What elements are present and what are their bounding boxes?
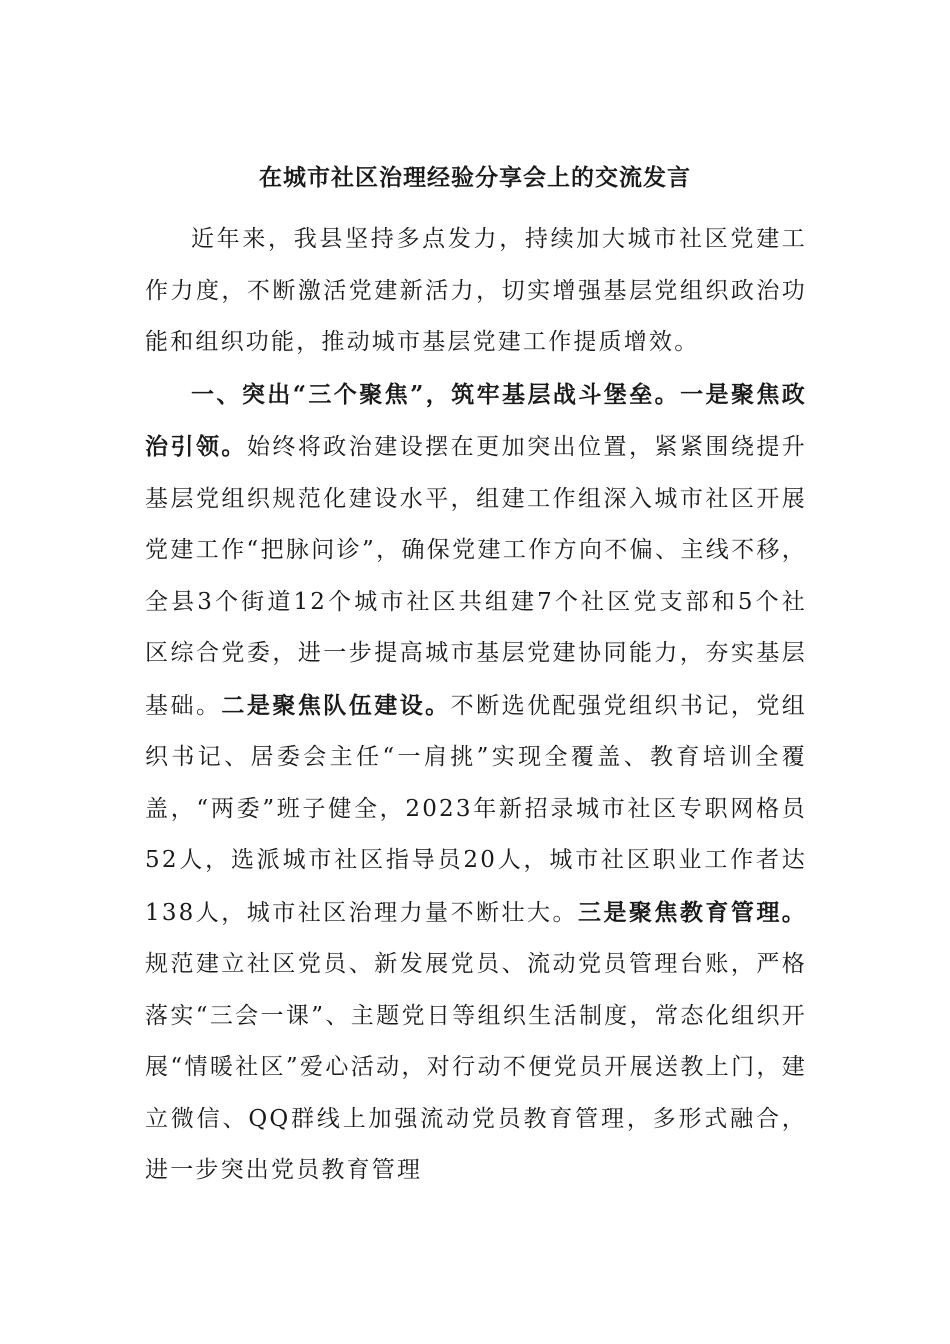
point-2-title: 二是聚焦队伍建设。 <box>221 691 451 719</box>
point-1-title: 一是聚焦政治引领。 <box>145 380 807 460</box>
point-3-text: 规范建立社区党员、新发展党员、流动党员管理台账，严格落实“三会一课”、主题党日等组织生活制度，常态化组织开展“情暖社区”爱心活动，对行动不便党员开展送教上门，建立微信、QQ群线上加强流动党员教育管理，多形式融合，进一步突出党员教育管理 <box>145 951 807 1183</box>
section-1-paragraph <box>145 369 807 1197</box>
point-1-text: 始终将政治建设摆在更加突出位置，紧紧围绕提升基层党组织规范化建设水平，组建工作组深入城市社区开展党建工作“把脉问诊”，确保党建工作方向不偏、主线不移，全县3个街道12个城市社区共组建7个社区党支部和5个社区综合党委，进一步提高城市基层党建协同能力，夯实基层基础。 <box>145 434 807 719</box>
section-1-heading: 一、突出“三个聚焦”，筑牢基层战斗堡垒。 <box>191 380 681 408</box>
point-3-title: 三是聚焦教育管理。 <box>577 898 807 926</box>
document-body <box>145 214 807 1197</box>
point-2-text: 不断选优配强党组织书记，党组织书记、居委会主任“一肩挑”实现全覆盖、教育培训全覆盖，“两委”班子健全，2023年新招录城市社区专职网格员52人，选派城市社区指导员20人，城市社区职业工作者达138人，城市社区治理力量不断壮大。 <box>145 692 807 926</box>
document-title: 在城市社区治理经验分享会上的交流发言 <box>259 164 691 191</box>
intro-paragraph: 近年来，我县坚持多点发力，持续加大城市社区党建工作力度，不断激活党建新活力，切实增强基层党组织政治功能和组织功能，推动城市基层党建工作提质增效。 <box>145 226 807 355</box>
